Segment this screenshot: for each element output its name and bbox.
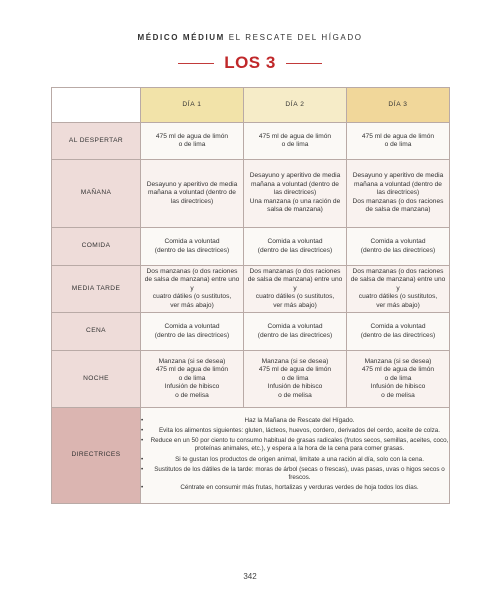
cell-cena-day-2: Comida a voluntad (dentro de las directrices)	[257, 323, 333, 339]
bullet-icon: •	[141, 426, 144, 434]
cell-media-tarde-day-2: Dos manzanas (o dos raciones de salsa de manzana) entre uno y cuatro dátiles (o sustitutos, ver más abajo)	[247, 268, 343, 309]
list-item	[141, 484, 449, 492]
cell-manana-day-1: Desayuno y aperitivo de media mañana a voluntad (dentro de las directrices)	[146, 180, 238, 205]
guidelines-list	[141, 417, 449, 493]
list-item	[141, 417, 449, 425]
cell-noche-day-3: Manzana (si se desea) 475 ml de agua de limón o de lima Infusión de hibisco o de melisa	[361, 358, 435, 399]
bullet-icon: •	[141, 455, 144, 463]
guideline-text: Céntrate en consumir más frutas, hortalizas y verduras verdes de hoja todos los días.	[180, 484, 419, 492]
running-head-book-title: MÉDICO MÉDIUM	[137, 33, 225, 42]
cell-noche-day-2: Manzana (si se desea) 475 ml de agua de limón o de lima Infusión de hibisco o de melisa	[258, 358, 332, 399]
guideline-text: Sustitutos de los dátiles de la tarde: moras de árbol (secas o frescas), uvas pasas, uvas o higos secos o frescos.	[154, 465, 445, 481]
cell-manana-day-3: Desayuno y aperitivo de media mañana a voluntad (dentro de las directrices) Dos manzanas (o dos raciones de salsa de manzana)	[352, 172, 444, 214]
cell-noche-day-1: Manzana (si se desea) 475 ml de agua de limón o de lima Infusión de hibisco o de melisa	[155, 358, 229, 399]
guideline-text: Haz la Mañana de Rescate del Hígado.	[244, 416, 355, 424]
cell-comida-day-1: Comida a voluntad (dentro de las directrices)	[154, 238, 230, 254]
list-item	[141, 437, 449, 453]
guideline-text: Si te gustan los productos de origen animal, limítate a una ración al día, solo con la cena.	[175, 455, 424, 463]
cell-cena-day-1: Comida a voluntad (dentro de las directrices)	[154, 323, 230, 339]
bullet-icon: •	[141, 416, 144, 424]
cell-media-tarde-day-3: Dos manzanas (o dos raciones de salsa de manzana) entre uno y cuatro dátiles (o sustitutos, ver más abajo)	[350, 268, 446, 309]
list-item	[141, 427, 449, 435]
day-1-header: DÍA 1	[141, 88, 244, 123]
bullet-icon: •	[141, 465, 144, 473]
table-row	[52, 313, 450, 351]
cell-comida-day-3: Comida a voluntad (dentro de las directrices)	[360, 238, 436, 254]
row-label-al-despertar: AL DESPERTAR	[52, 123, 141, 160]
guideline-text: Evita los alimentos siguientes: gluten, lácteos, huevos, cordero, derivados del cerdo, aceite de colza.	[158, 426, 441, 434]
page-number: 342	[243, 572, 257, 581]
cell-al-despertar-day-3: 475 ml de agua de limón o de lima	[361, 132, 435, 148]
cell-comida-day-2: Comida a voluntad (dentro de las directrices)	[257, 238, 333, 254]
guideline-text: Reduce en un 50 por ciento tu consumo habitual de grasas radicales (frutos secos, semillas, aceites, coco, proteínas animales, etc.), y espera a la hora de la cena para comer grasas.	[150, 437, 449, 453]
row-label-directrices: DIRECTRICES	[52, 408, 141, 504]
bullet-icon: •	[141, 484, 144, 492]
table-row	[52, 408, 450, 504]
row-label-media-tarde: MEDIA TARDE	[52, 266, 141, 313]
cell-manana-day-2: Desayuno y aperitivo de media mañana a voluntad (dentro de las directrices) Una manzana (o una ración de salsa de manzana)	[249, 172, 341, 214]
day-3-header: DÍA 3	[347, 88, 450, 123]
running-head-book-subtitle: EL RESCATE DEL HÍGADO	[228, 33, 363, 42]
guidelines-cell	[141, 408, 450, 504]
cell-al-despertar-day-2: 475 ml de agua de limón o de lima	[258, 132, 332, 148]
bullet-icon: •	[141, 437, 144, 445]
row-label-cena: CENA	[52, 313, 141, 351]
row-label-manana: MAÑANA	[52, 160, 141, 228]
row-label-noche: NOCHE	[52, 351, 141, 408]
cell-media-tarde-day-1: Dos manzanas (o dos raciones de salsa de manzana) entre uno y cuatro dátiles (o sustitutos, ver más abajo)	[144, 268, 240, 309]
table-row	[52, 228, 450, 266]
day-2-header: DÍA 2	[244, 88, 347, 123]
table-row	[52, 123, 450, 160]
table-header-row	[52, 88, 450, 123]
title-rule-left	[178, 63, 214, 64]
row-label-comida: COMIDA	[52, 228, 141, 266]
table-row	[52, 266, 450, 313]
running-head	[0, 33, 500, 42]
table-row	[52, 351, 450, 408]
cell-cena-day-3: Comida a voluntad (dentro de las directrices)	[360, 323, 436, 339]
meal-plan-table	[51, 87, 450, 504]
section-title: LOS 3	[224, 53, 276, 72]
list-item	[141, 466, 449, 482]
table-row	[52, 160, 450, 228]
cell-al-despertar-day-1: 475 ml de agua de limón o de lima	[155, 132, 229, 148]
table-corner	[52, 88, 141, 123]
section-title-row	[0, 52, 500, 74]
title-rule-right	[286, 63, 322, 64]
list-item	[141, 456, 449, 464]
